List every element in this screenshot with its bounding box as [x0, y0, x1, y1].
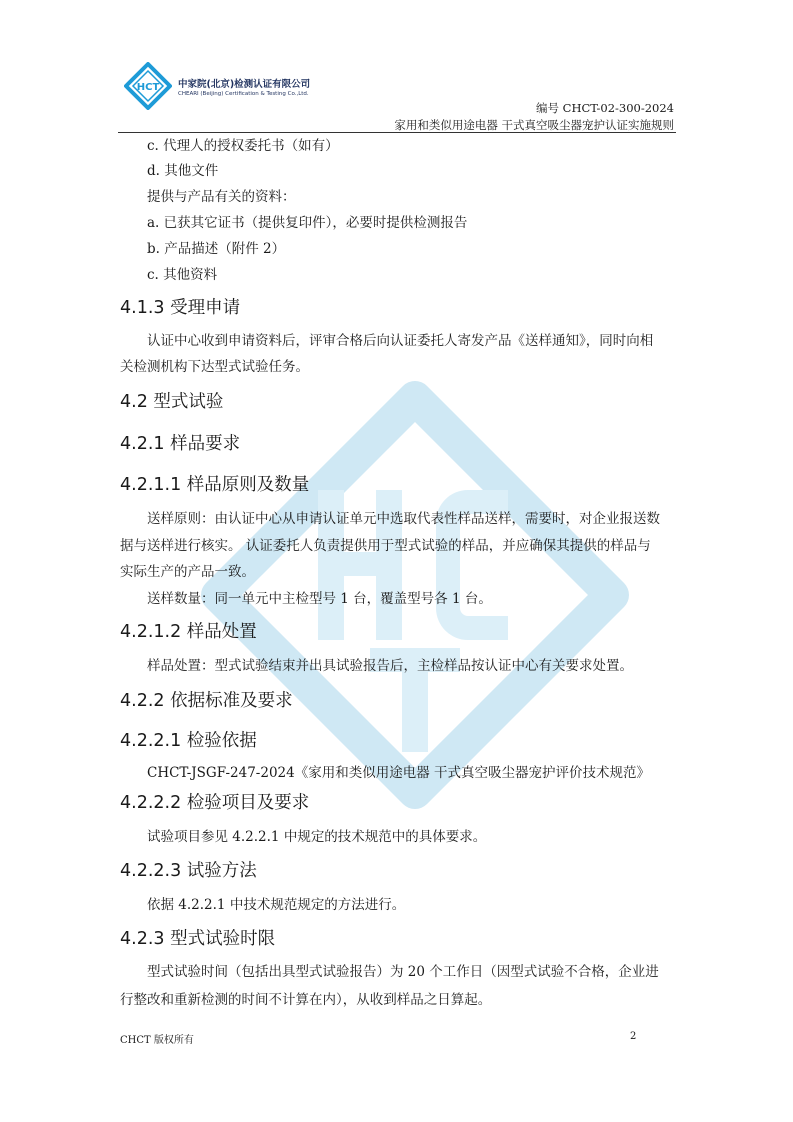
section-heading: 4.2.1 样品要求: [120, 434, 241, 454]
paragraph: 行整改和重新检测的时间不计算在内），从收到样品之日算起。: [120, 992, 492, 1008]
paragraph: 关检测机构下达型式试验任务。: [120, 359, 309, 375]
page-header: [120, 62, 676, 134]
paragraph: 样品处置：型式试验结束并出具试验报告后，主检样品按认证中心有关要求处置。: [147, 658, 633, 674]
section-heading: 4.2.2.2 检验项目及要求: [120, 793, 310, 813]
document-title: 家用和类似用途电器 干式真空吸尘器宠护认证实施规则: [394, 118, 674, 132]
company-logo: [124, 62, 172, 110]
paragraph: 型式试验时间（包括出具型式试验报告）为 20 个工作日（因型式试验不合格，企业进: [147, 964, 659, 980]
paragraph: 提供与产品有关的资料：: [147, 189, 296, 205]
list-item: a. 已获其它证书（提供复印件），必要时提供检测报告: [147, 215, 468, 231]
paragraph: 试验项目参见 4.2.2.1 中规定的技术规范中的具体要求。: [147, 829, 487, 845]
paragraph: 送样数量：同一单元中主检型号 1 台，覆盖型号各 1 台。: [147, 591, 492, 607]
section-heading: 4.2.3 型式试验时限: [120, 929, 276, 949]
paragraph: 送样原则：由认证中心从申请认证单元中选取代表性样品送样，需要时，对企业报送数: [147, 511, 660, 527]
footer-copyright: CHCT 版权所有: [120, 1035, 194, 1046]
document-number: 编号 CHCT-02-300-2024: [536, 101, 674, 115]
watermark-text: HCT: [413, 800, 417, 801]
header-rule: [118, 132, 676, 133]
paragraph: CHCT-JSGF-247-2024《家用和类似用途电器 干式真空吸尘器宠护评价技术规范》: [147, 765, 650, 781]
section-heading: 4.2 型式试验: [120, 392, 224, 412]
section-heading: 4.2.2.1 检验依据: [120, 731, 257, 751]
company-name-cn: 中家院(北京)检测认证有限公司: [178, 79, 311, 90]
paragraph: 认证中心收到申请资料后，评审合格后向认证委托人寄发产品《送样通知》，同时向相: [147, 333, 654, 349]
list-item: d. 其他文件: [147, 163, 219, 179]
list-item: c. 其他资料: [147, 267, 218, 283]
paragraph: 实际生产的产品一致。: [120, 564, 255, 580]
paragraph: 依据 4.2.2.1 中技术规范规定的方法进行。: [147, 897, 406, 913]
section-heading: 4.2.1.2 样品处置: [120, 622, 257, 642]
list-item: b. 产品描述（附件 2）: [147, 241, 286, 257]
paragraph: 据与送样进行核实。 认证委托人负责提供用于型式试验的样品，并应确保其提供的样品与: [120, 538, 651, 554]
company-name-en: CHEARI (Beijing) Certification & Testing Co.,Ltd.: [178, 91, 309, 97]
list-item: c. 代理人的授权委托书（如有）: [147, 138, 339, 154]
document-body: [120, 134, 676, 1013]
section-heading: 4.2.2.3 试验方法: [120, 861, 257, 881]
logo-text: HCT: [136, 82, 160, 93]
company-name: [178, 76, 310, 97]
section-heading: 4.2.2 依据标准及要求: [120, 691, 293, 711]
page-number: 2: [630, 1031, 637, 1042]
section-heading: 4.2.1.1 样品原则及数量: [120, 475, 310, 495]
section-heading: 4.1.3 受理申请: [120, 298, 241, 318]
